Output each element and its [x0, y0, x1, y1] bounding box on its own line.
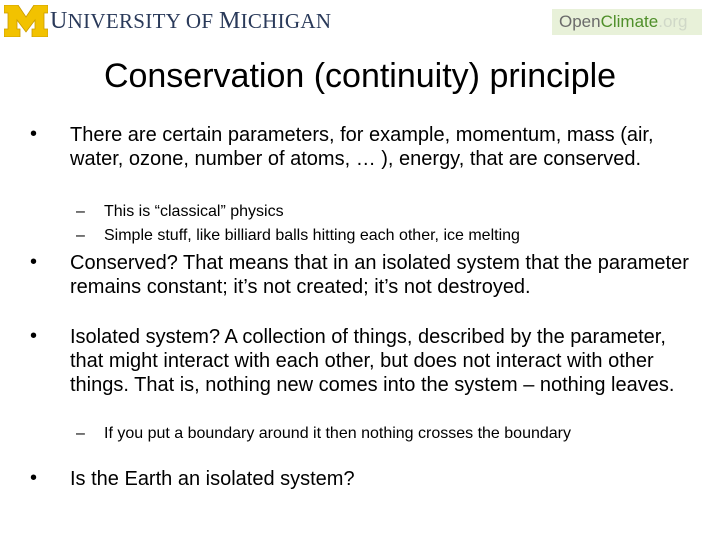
- bullet-symbol: •: [30, 467, 38, 489]
- sub-bullet-text: If you put a boundary around it then nothing crosses the boundary: [104, 425, 571, 442]
- bullet-text: There are certain parameters, for example, momentum, mass (air, water, ozone, number of atoms, … ), energy, that are conserved.: [70, 124, 654, 170]
- bullet-symbol: •: [30, 123, 38, 145]
- bullet-text: Isolated system? A collection of things, described by the parameter, that might interact with each other, but does not interact with other things. That is, nothing new comes into the system – nothing leaves.: [70, 326, 675, 396]
- sub-bullet-symbol: –: [76, 227, 85, 244]
- block-m-icon: [4, 5, 48, 37]
- bullet-text: Is the Earth an isolated system?: [70, 468, 355, 490]
- bullet-symbol: •: [30, 325, 38, 347]
- university-of-michigan-logo: [4, 4, 331, 38]
- openclimate-climate-text: Climate: [600, 12, 659, 31]
- sub-bullet-text: This is “classical” physics: [104, 203, 284, 220]
- sub-bullet-item: [76, 227, 696, 245]
- bullet-symbol: •: [30, 251, 38, 273]
- sub-bullet-symbol: –: [76, 203, 85, 220]
- sub-bullet-symbol: –: [76, 425, 85, 442]
- university-name: UNIVERSITY OF MICHIGAN: [50, 7, 332, 34]
- slide-title: Conservation (continuity) principle: [103, 57, 617, 95]
- openclimate-open-text: Open: [559, 12, 601, 31]
- bullet-item: [30, 123, 690, 171]
- bullet-item: [30, 325, 690, 397]
- sub-bullet-text: Simple stuff, like billiard balls hitting each other, ice melting: [104, 227, 520, 244]
- bullet-item: [30, 467, 690, 491]
- bullet-text: Conserved? That means that in an isolated system that the parameter remains constant; it’s not created; it’s not destroyed.: [70, 252, 689, 298]
- sub-bullet-item: [76, 425, 696, 443]
- openclimate-logo: [552, 9, 702, 35]
- sub-bullet-item: [76, 203, 696, 221]
- bullet-item: [30, 251, 690, 299]
- openclimate-org-text: .org: [658, 12, 688, 31]
